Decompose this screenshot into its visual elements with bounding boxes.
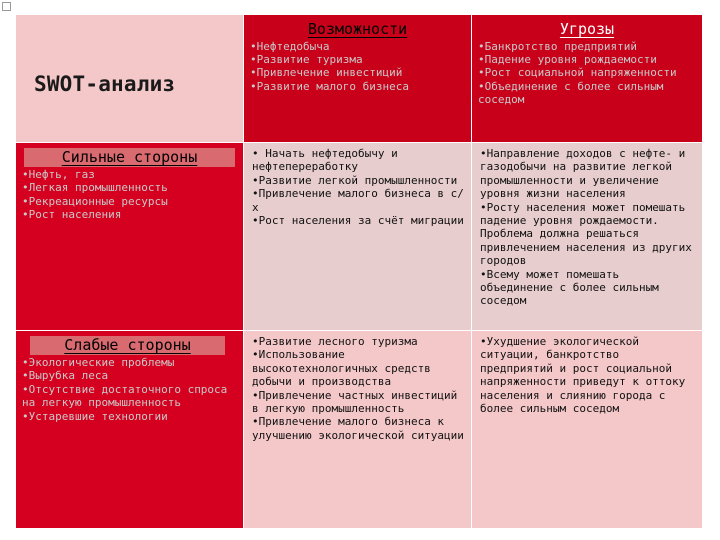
strengths-list [16,168,243,222]
list-item: • Начать нефтедобычу и нефтепереработку [252,147,467,174]
so-cell [244,143,472,331]
list-item: • Нефть, газ [22,168,243,181]
header-row [16,15,703,143]
threats-list [472,40,702,107]
list-item: • Вырубка леса [22,369,243,382]
st-list [480,147,698,308]
wo-cell [244,331,472,529]
list-item: • Развитие малого бизнеса [250,80,471,93]
list-item: • Развитие лесного туризма [252,335,467,348]
threats-cell [472,15,703,143]
list-item: • Легкая промышленность [22,181,243,194]
strengths-heading: Сильные стороны [24,148,235,167]
list-item: • Устаревшие технологии [22,410,243,423]
list-item: • Всему может помешать объединение с более сильным соседом [480,268,698,308]
list-item: • Падение уровня рождаемости [478,53,702,66]
list-item: • Объединение с более сильным соседом [478,80,702,107]
wo-list [252,335,467,442]
opportunities-list [244,40,471,94]
strengths-cell [16,143,244,331]
weaknesses-heading: Слабые стороны [30,336,225,355]
list-item: • Росту населения может помешать падение уровня рождаемости. Проблема должна решаться привлечением населения из других городов [480,201,698,268]
list-item: • Экологические проблемы [22,356,243,369]
list-item: • Рекреационные ресурсы [22,195,243,208]
title-cell [16,15,244,143]
wt-list [480,335,698,415]
list-item: • Привлечение инвестиций [250,66,471,79]
threats-heading: Угрозы [559,20,615,38]
list-item: • Рост населения за счёт миграции [252,214,467,227]
list-item: • Развитие легкой промышленности [252,174,467,187]
corner-square-decoration [2,2,11,11]
list-item: • Развитие туризма [250,53,471,66]
list-item: • Направление доходов с нефте- и газодобычи на развитие легкой промышленности и увеличение уровня жизни населения [480,147,698,201]
wt-cell [472,331,703,529]
list-item: • Рост социальной напряженности [478,66,702,79]
list-item: • Отсутствие достаточного спроса на легкую промышленность [22,383,243,410]
list-item: • Использование высокотехнологичных средств добычи и производства [252,348,467,388]
st-cell [472,143,703,331]
list-item: • Привлечение малого бизнеса к улучшению экологической ситуации [252,415,467,442]
opportunities-heading: Возможности [307,20,408,38]
weaknesses-list [16,356,243,423]
list-item: • Нефтедобыча [250,40,471,53]
strengths-row [16,143,703,331]
list-item: • Банкротство предприятий [478,40,702,53]
weaknesses-row [16,331,703,529]
swot-title: SWOT-анализ [34,72,176,96]
list-item: • Привлечение частных инвестиций в легкую промышленность [252,389,467,416]
list-item: • Привлечение малого бизнеса в с/х [252,187,467,214]
opportunities-cell [244,15,472,143]
list-item: • Ухудшение экологической ситуации, банкротство предприятий и рост социальной напряженности приведут к оттоку населения и слиянию города с более сильным соседом [480,335,698,415]
list-item: • Рост населения [22,208,243,221]
swot-table [15,14,703,529]
so-list [252,147,467,227]
weaknesses-cell [16,331,244,529]
